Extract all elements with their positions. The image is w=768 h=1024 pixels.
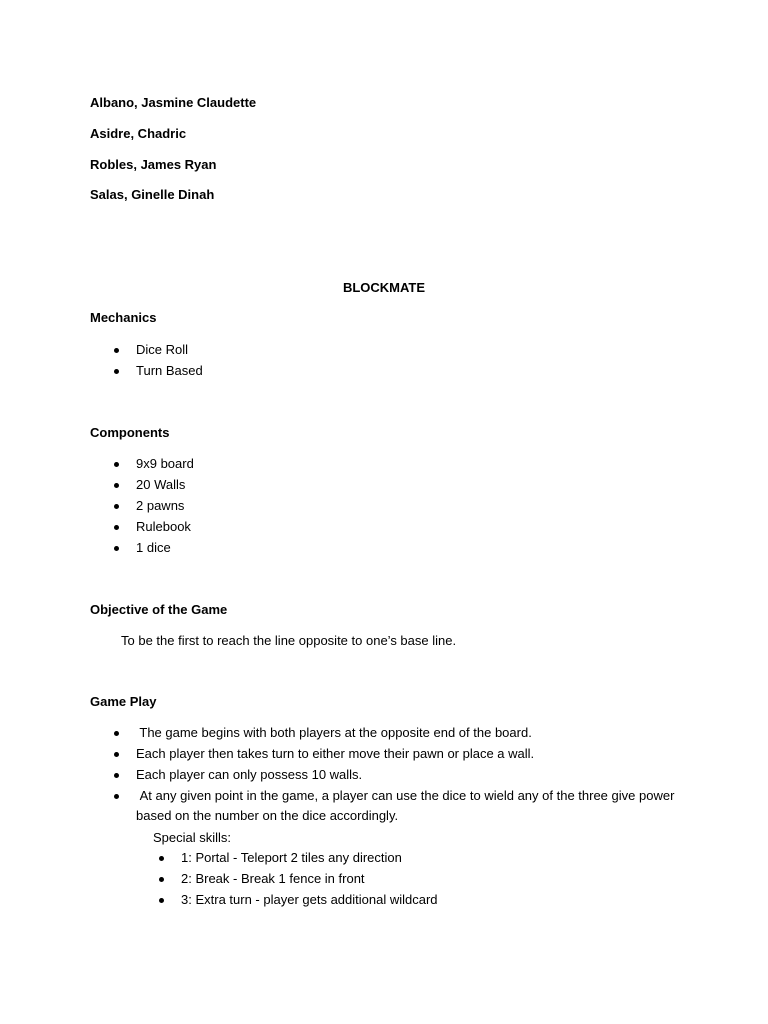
author-1: Albano, Jasmine Claudette	[90, 95, 257, 110]
objective-heading: Objective of the Game	[90, 602, 228, 617]
bullet-icon	[114, 731, 119, 736]
special-skills-label: Special skills:	[153, 830, 232, 845]
bullet-icon	[114, 348, 119, 353]
game-play-list: The game begins with both players at the opposite end of the board. Each player then takes turn to either move their pawn or place a wall. Each player can only possess 10 walls. At any given point in the game, a player can use the dice to wield any of the three give power based on the number on the dice accordingly.	[112, 725, 692, 788]
document-title: BLOCKMATE	[342, 280, 426, 295]
mechanics-heading: Mechanics	[90, 310, 157, 325]
bullet-icon	[114, 462, 119, 467]
list-item: The game begins with both players at the opposite end of the board.	[112, 725, 692, 746]
document-page: Albano, Jasmine Claudette Asidre, Chadric Robles, James Ryan Salas, Ginelle Dinah BLOCKMATE Mechanics Dice Roll Turn Based Components 9x9 board 20 Walls 2 pawns Rulebook 1 dice Objective of the Game To be the first to reach the line opposite to one’s base line. Game Play The game begins with both players at the opposite end of the board. Each player then takes turn to either move their pawn or place a wall. Each player can only possess 10 walls. At any given point in the game, a player can use the dice to wield any of the three give power based on the number on the dice accordingly. Special skills: 1: Portal - Teleport 2 tiles any direction 2: Break - Break 1 fence in front 3: Extra turn - player gets additional wildcard	[0, 0, 768, 1024]
bullet-icon	[114, 752, 119, 757]
list-item: Each player can only possess 10 walls.	[112, 767, 692, 788]
objective-text: To be the first to reach the line opposite to one’s base line.	[121, 633, 457, 648]
author-4: Salas, Ginelle Dinah	[90, 187, 215, 202]
bullet-icon	[114, 504, 119, 509]
bullet-icon	[114, 546, 119, 551]
author-3: Robles, James Ryan	[90, 157, 217, 172]
list-item: Each player then takes turn to either move their pawn or place a wall.	[112, 746, 692, 767]
bullet-icon	[159, 856, 164, 861]
bullet-icon	[114, 369, 119, 374]
bullet-icon	[159, 877, 164, 882]
bullet-icon	[114, 525, 119, 530]
bullet-icon	[114, 483, 119, 488]
bullet-icon	[114, 794, 119, 799]
bullet-icon	[114, 773, 119, 778]
components-heading: Components	[90, 425, 170, 440]
author-2: Asidre, Chadric	[90, 126, 187, 141]
game-play-heading: Game Play	[90, 694, 157, 709]
bullet-icon	[159, 898, 164, 903]
